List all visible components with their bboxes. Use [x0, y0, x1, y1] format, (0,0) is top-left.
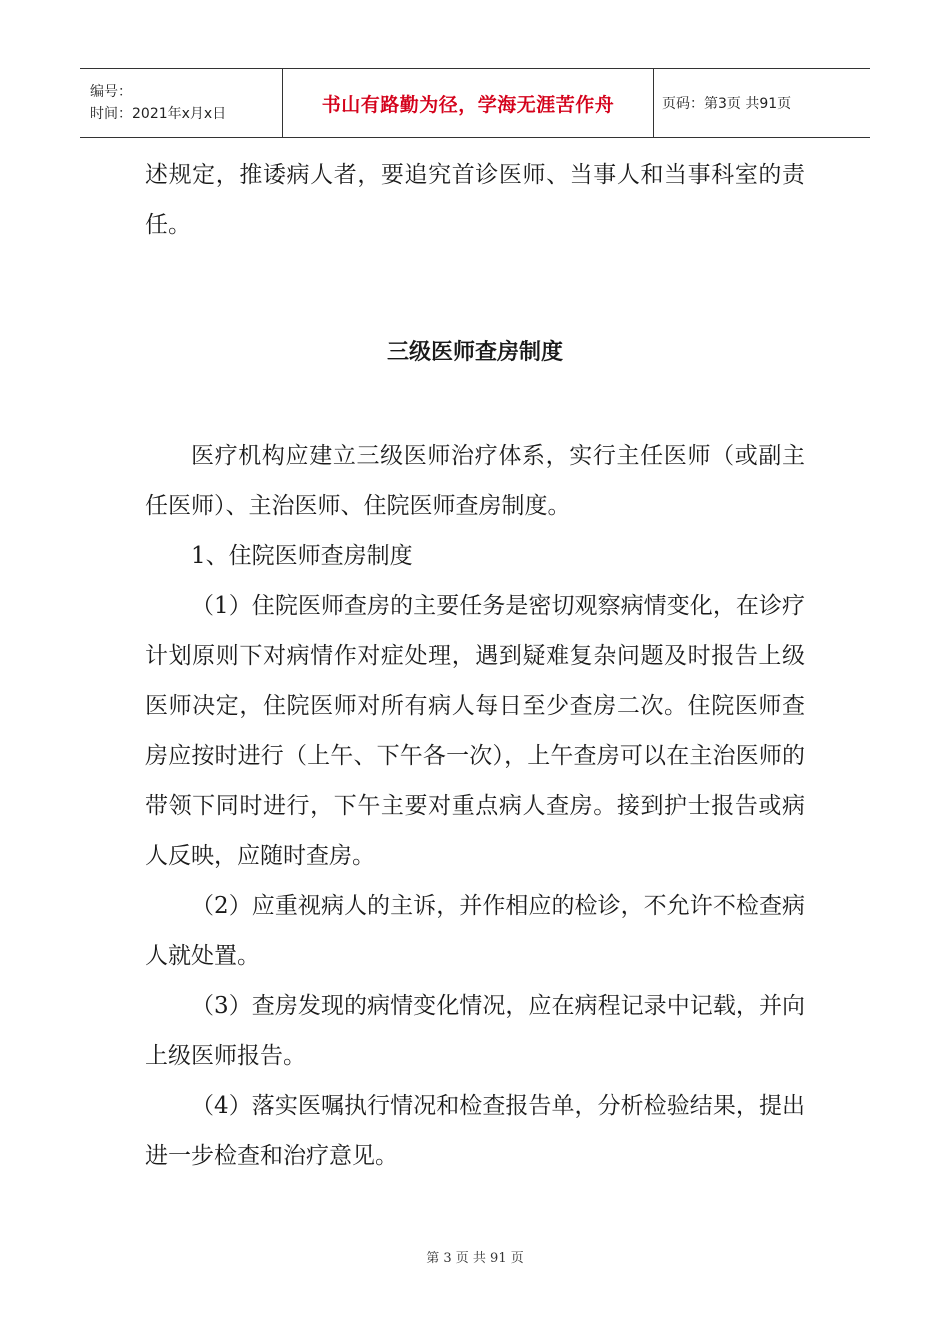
header-page-info-cell	[654, 69, 870, 137]
carryover-paragraph: 述规定，推诿病人者，要追究首诊医师、当事人和当事科室的责任。	[145, 162, 805, 238]
header-page-info: 页码：第3页 共91页	[662, 96, 792, 112]
header-meta	[80, 69, 282, 137]
page-footer: 第 3 页 共 91 页	[426, 1251, 524, 1266]
intro-paragraph: 医疗机构应建立三级医师治疗体系，实行主任医师（或副主任医师）、主治医师、住院医师查房制度。	[145, 443, 805, 519]
section-body	[145, 431, 805, 1181]
header-motto: 书山有路勤为径，学海无涯苦作舟	[321, 93, 615, 116]
section-title: 三级医师查房制度	[386, 340, 563, 365]
document-number-label: 编号：	[90, 84, 132, 100]
item-paragraph-2: （2）应重视病人的主诉，并作相应的检诊，不允许不检查病人就处置。	[145, 893, 805, 969]
item-paragraph-4: （4）落实医嘱执行情况和检查报告单，分析检验结果，提出进一步检查和治疗意见。	[145, 1093, 805, 1169]
item-heading: 1、住院医师查房制度	[191, 543, 413, 569]
document-body	[145, 150, 805, 250]
header-motto-cell	[282, 69, 654, 137]
item-paragraph-3: （3）查房发现的病情变化情况，应在病程记录中记载，并向上级医师报告。	[145, 993, 805, 1069]
item-paragraph-1: （1）住院医师查房的主要任务是密切观察病情变化，在诊疗计划原则下对病情作对症处理，遇到疑难复杂问题及时报告上级医师决定，住院医师对所有病人每日至少查房二次。住院医师查房应按时进行（上午、下午各一次），上午查房可以在主治医师的带领下同时进行，下午主要对重点病人查房。接到护士报告或病人反映，应随时查房。	[145, 593, 805, 869]
document-date: 时间：2021年x月x日	[90, 106, 227, 122]
page-header	[80, 68, 870, 138]
